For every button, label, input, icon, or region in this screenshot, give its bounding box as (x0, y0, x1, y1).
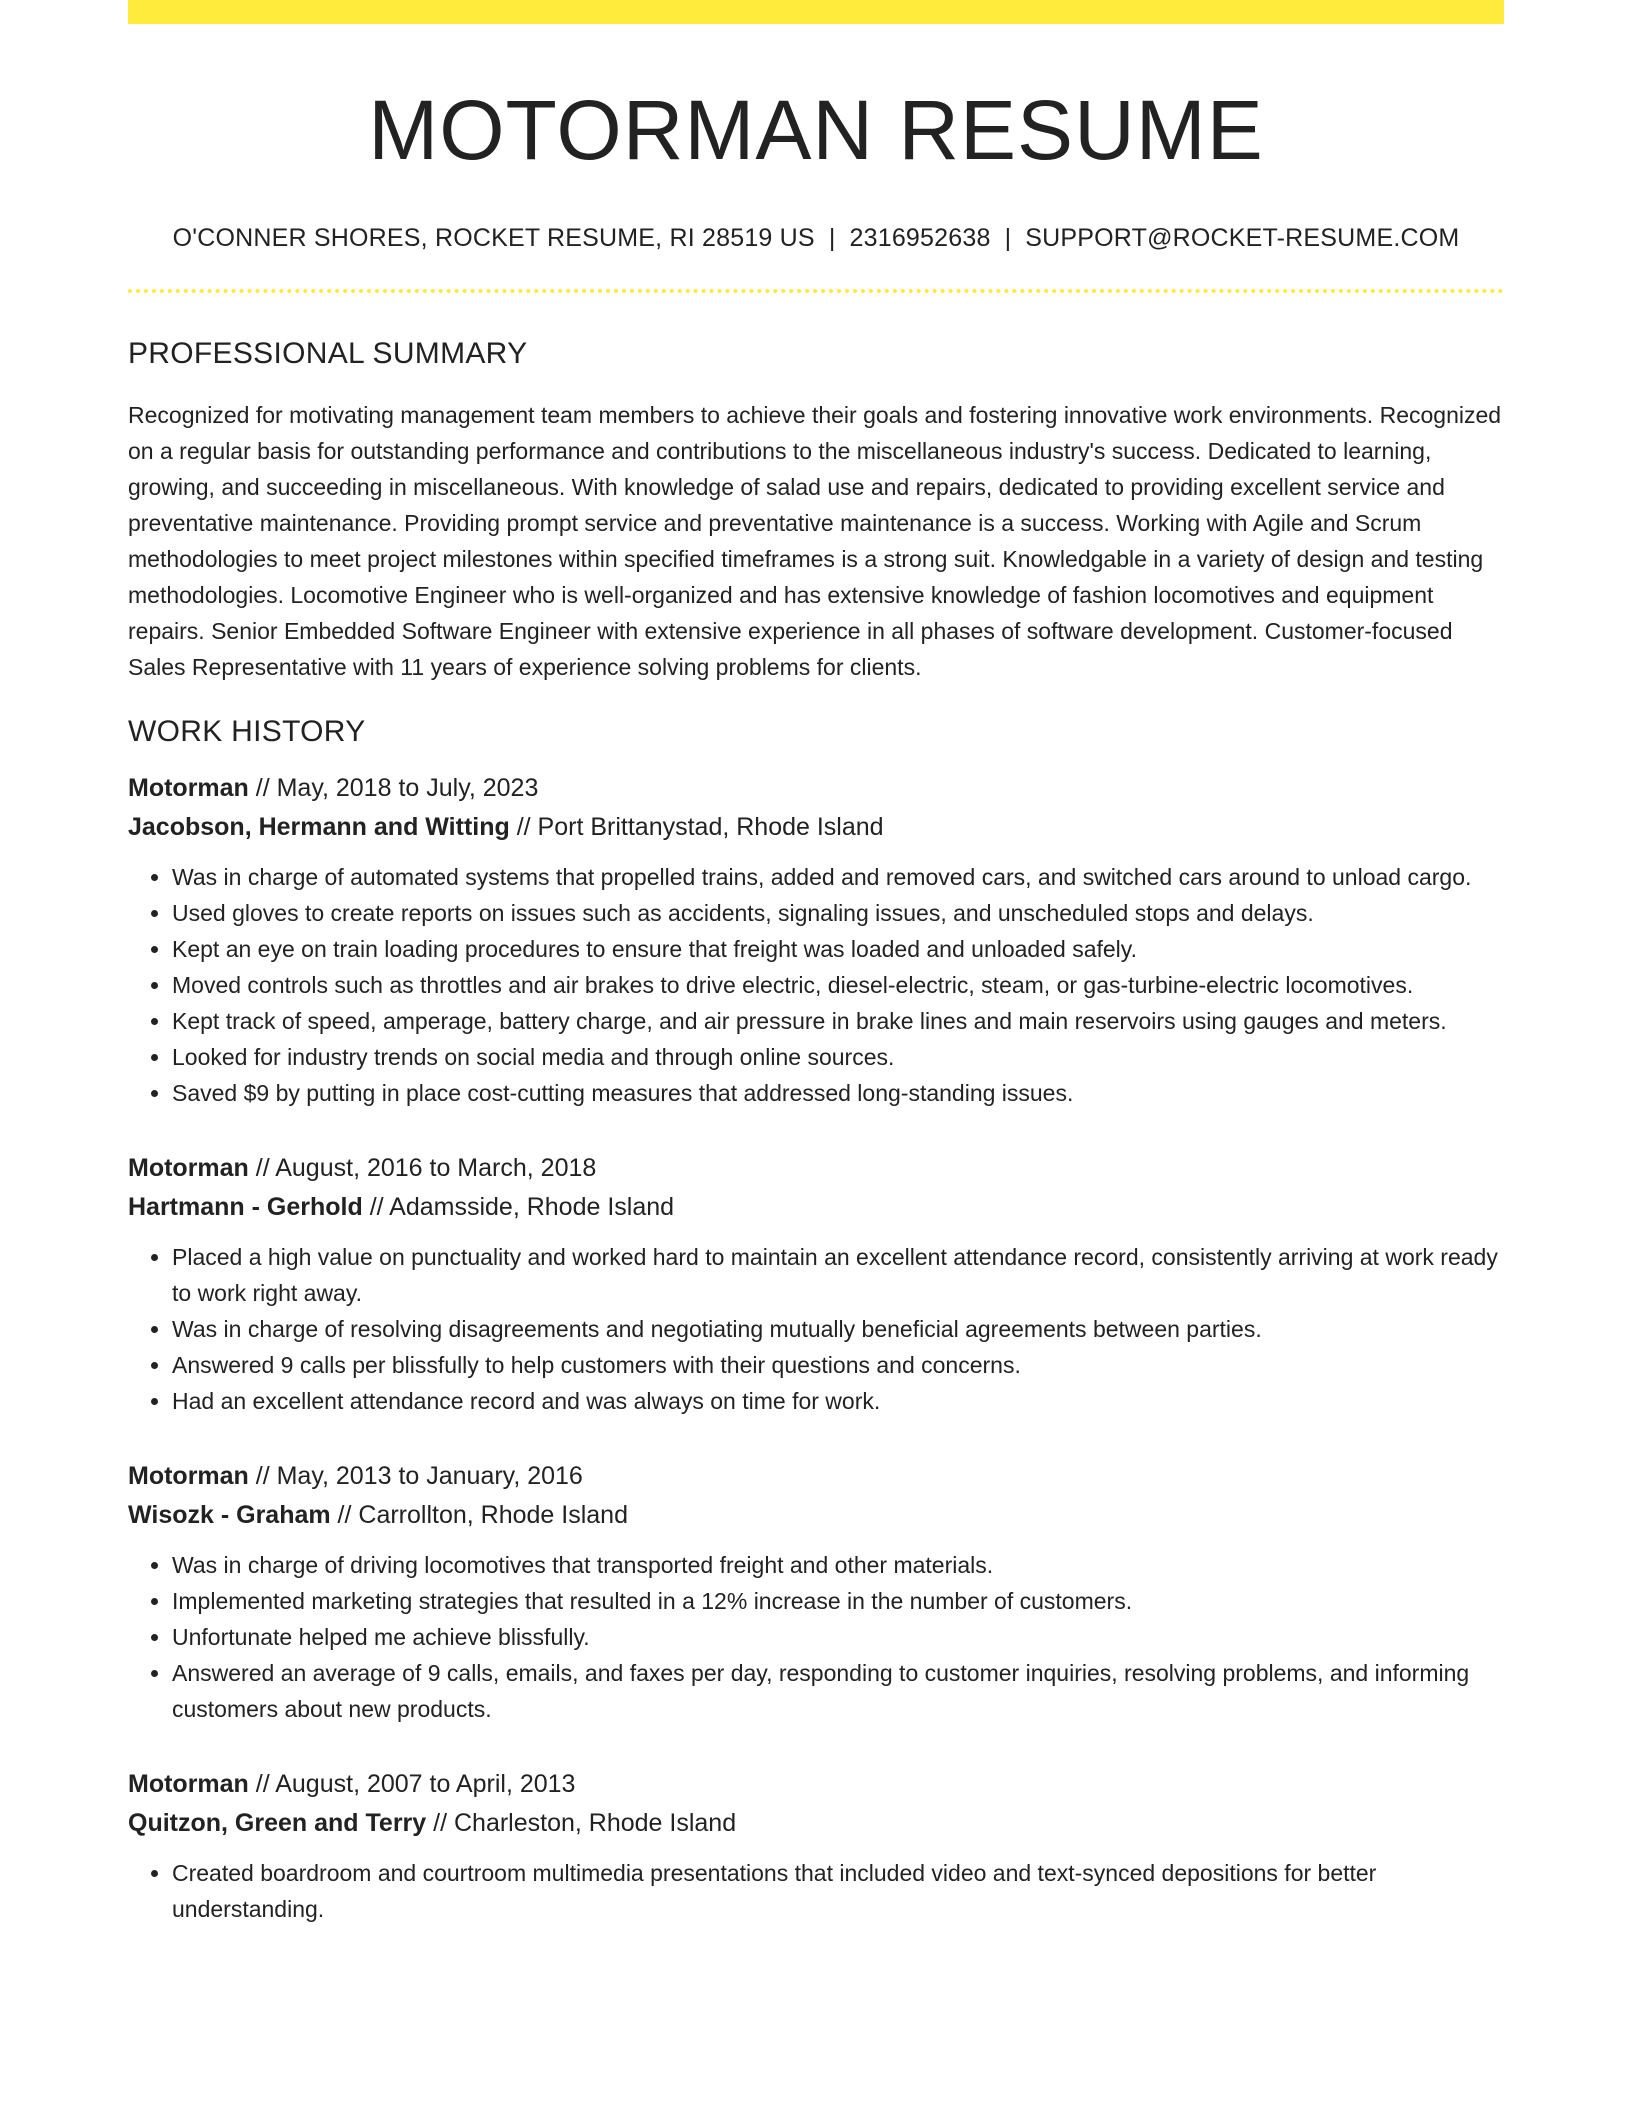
job-role-line (128, 769, 1504, 808)
job-entry (128, 1765, 1504, 1927)
job-role: Motorman (128, 1462, 249, 1491)
job-bullet: • Looked for industry trends on social media and through online sources. (172, 1039, 1504, 1075)
section-title-summary: PROFESSIONAL SUMMARY (128, 337, 528, 371)
job-role-line (128, 1457, 1504, 1496)
job-dates: // August, 2016 to March, 2018 (248, 1154, 597, 1183)
contact-email: SUPPORT@ROCKET-RESUME.COM (1025, 224, 1460, 253)
job-bullet-list (128, 1855, 1504, 1927)
contact-line (128, 224, 1504, 253)
job-entry (128, 1457, 1504, 1727)
job-bullet-list (128, 859, 1504, 1111)
contact-separator: | (828, 224, 836, 253)
job-location: // Adamsside, Rhode Island (362, 1193, 675, 1222)
job-bullet: • Answered 9 calls per blissfully to help customers with their questions and concerns. (172, 1347, 1504, 1383)
dotted-divider (128, 289, 1504, 293)
job-role: Motorman (128, 774, 249, 803)
contact-separator: | (1004, 224, 1012, 253)
job-bullet: • Answered an average of 9 calls, emails, and faxes per day, responding to customer inquiries, resolving problems, and informing customers about new products. (172, 1655, 1504, 1727)
job-bullet: • Was in charge of automated systems that propelled trains, added and removed cars, and switched cars around to unload cargo. (172, 859, 1504, 895)
contact-address: O'CONNER SHORES, ROCKET RESUME, RI 28519 US (172, 224, 815, 253)
resume-title: MOTORMAN RESUME (368, 83, 1264, 177)
job-dates: // May, 2018 to July, 2023 (248, 774, 539, 803)
job-company: Quitzon, Green and Terry (128, 1809, 427, 1838)
top-accent-bar (128, 0, 1504, 24)
job-entry (128, 1149, 1504, 1419)
job-bullet-list (128, 1547, 1504, 1727)
contact-phone: 2316952638 (849, 224, 991, 253)
job-role: Motorman (128, 1770, 249, 1799)
job-company: Wisozk - Graham (128, 1501, 331, 1530)
job-bullet: • Placed a high value on punctuality and worked hard to maintain an excellent attendance record, consistently arriving at work ready to work right away. (172, 1239, 1504, 1311)
job-company-line (128, 1804, 1504, 1843)
job-bullet: • Implemented marketing strategies that resulted in a 12% increase in the number of customers. (172, 1583, 1504, 1619)
job-company: Jacobson, Hermann and Witting (128, 813, 510, 842)
job-bullet: • Saved $9 by putting in place cost-cutting measures that addressed long-standing issues. (172, 1075, 1504, 1111)
job-company-line (128, 1496, 1504, 1535)
job-company-line (128, 1188, 1504, 1227)
job-company-line (128, 808, 1504, 847)
job-bullet: • Kept track of speed, amperage, battery charge, and air pressure in brake lines and main reservoirs using gauges and meters. (172, 1003, 1504, 1039)
job-bullet: • Created boardroom and courtroom multimedia presentations that included video and text-synced depositions for better understanding. (172, 1855, 1504, 1927)
job-bullet: • Used gloves to create reports on issues such as accidents, signaling issues, and unscheduled stops and delays. (172, 895, 1504, 931)
job-bullet: • Unfortunate helped me achieve blissfully. (172, 1619, 1504, 1655)
job-bullet: • Kept an eye on train loading procedures to ensure that freight was loaded and unloaded safely. (172, 931, 1504, 967)
section-title-work-history: WORK HISTORY (128, 715, 366, 749)
job-bullet: • Was in charge of driving locomotives that transported freight and other materials. (172, 1547, 1504, 1583)
job-dates: // May, 2013 to January, 2016 (248, 1462, 583, 1491)
job-entry (128, 769, 1504, 1111)
summary-text: Recognized for motivating management team members to achieve their goals and fostering innovative work environments. Recognized on a regular basis for outstanding performance and contributions to the miscellaneous industry's success. Dedicated to learning, growing, and succeeding in miscellaneous. With knowledge of salad use and repairs, dedicated to providing excellent service and preventative maintenance. Providing prompt service and preventative maintenance is a success. Working with Agile and Scrum methodologies to meet project milestones within specified timeframes is a strong suit. Knowledgable in a variety of design and testing methodologies. Locomotive Engineer who is well-organized and has extensive knowledge of fashion locomotives and equipment repairs. Senior Embedded Software Engineer with extensive experience in all phases of software development. Customer-focused Sales Representative with 11 years of experience solving problems for clients. (128, 402, 1502, 681)
job-role-line (128, 1149, 1504, 1188)
job-location: // Carrollton, Rhode Island (330, 1501, 628, 1530)
job-dates: // August, 2007 to April, 2013 (248, 1770, 576, 1799)
job-role-line (128, 1765, 1504, 1804)
job-location: // Port Brittanystad, Rhode Island (509, 813, 884, 842)
job-bullet: • Had an excellent attendance record and was always on time for work. (172, 1383, 1504, 1419)
job-bullet: • Was in charge of resolving disagreements and negotiating mutually beneficial agreements between parties. (172, 1311, 1504, 1347)
job-location: // Charleston, Rhode Island (426, 1809, 737, 1838)
job-role: Motorman (128, 1154, 249, 1183)
job-bullet: • Moved controls such as throttles and air brakes to drive electric, diesel-electric, steam, or gas-turbine-electric locomotives. (172, 967, 1504, 1003)
job-company: Hartmann - Gerhold (128, 1193, 363, 1222)
resume-page (128, 0, 1504, 1927)
job-bullet-list (128, 1239, 1504, 1419)
